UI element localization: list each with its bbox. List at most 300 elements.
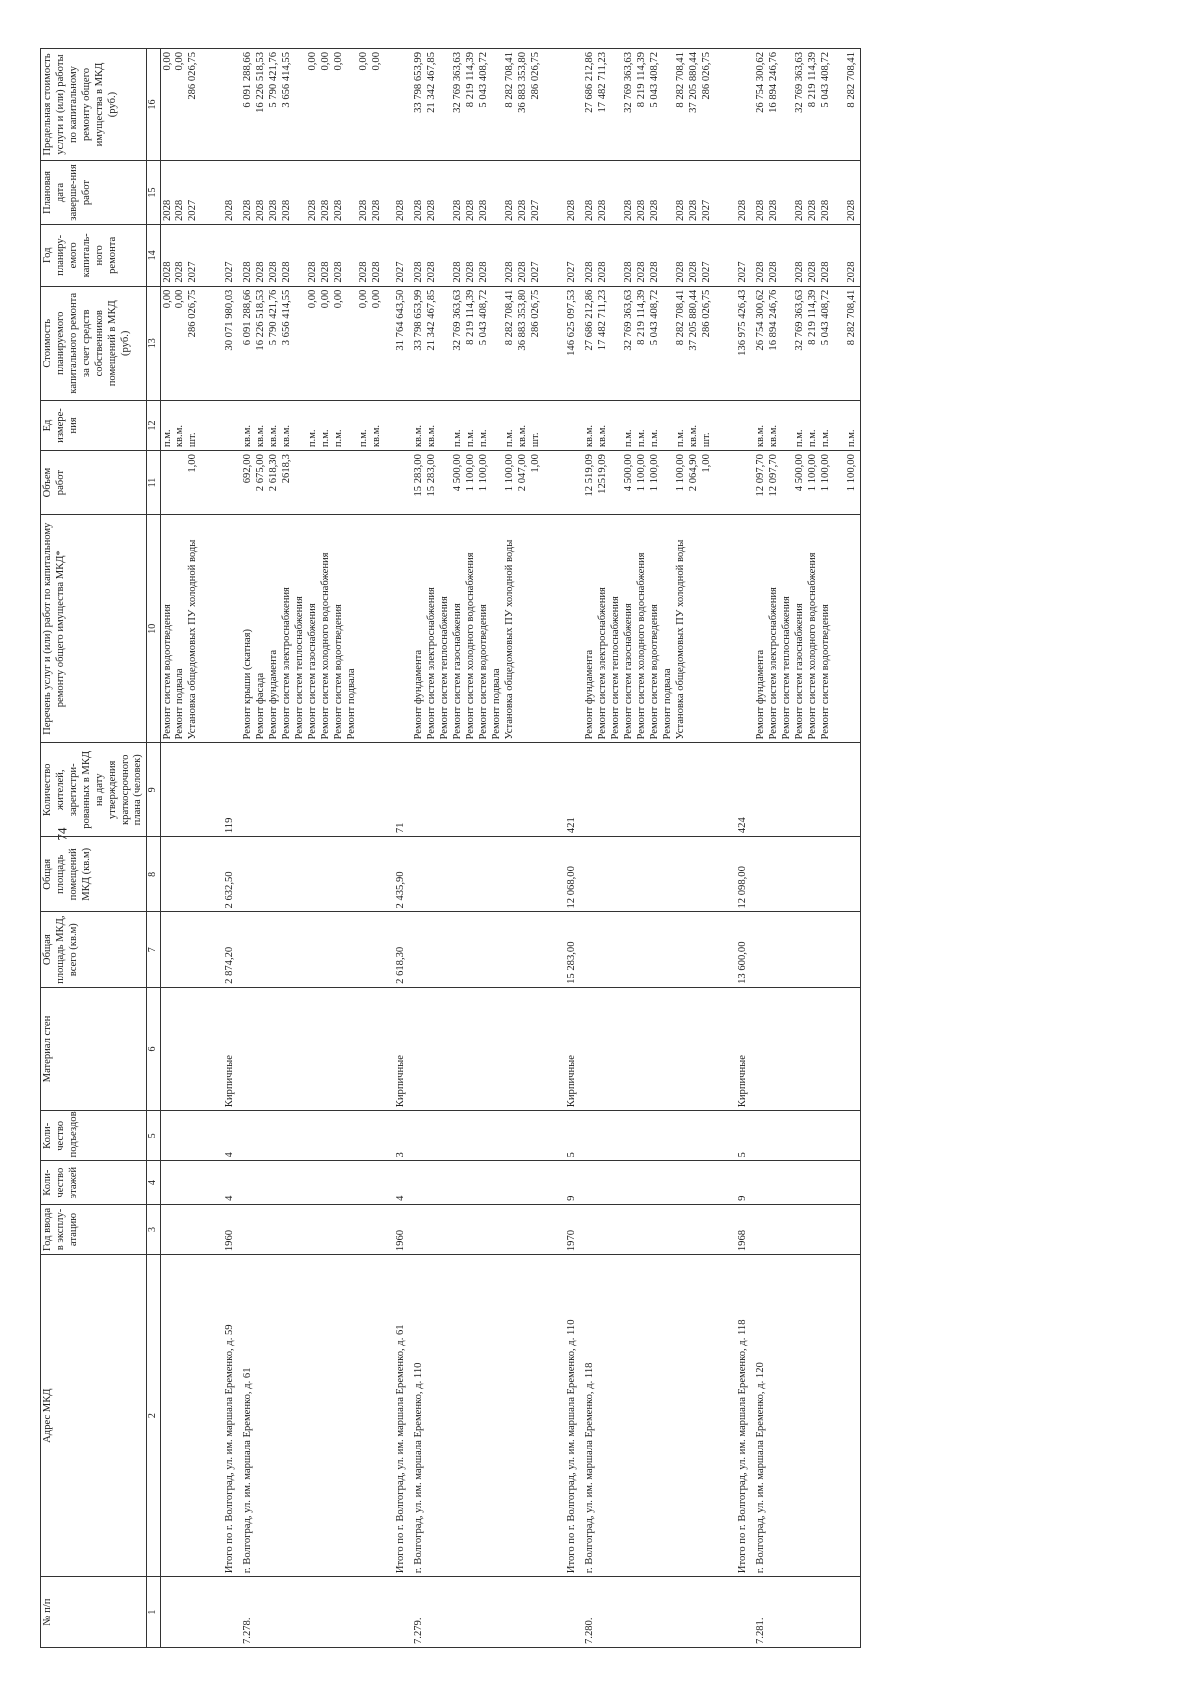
work-volume: 4 500,00 <box>623 454 635 492</box>
work-limit: 36 883 353,80 <box>516 52 528 113</box>
column-header: Год планиру-емого капиталь-ного ремонта <box>41 224 147 286</box>
line-spacer <box>200 228 213 283</box>
work-limit: 8 282 708,41 <box>674 52 686 108</box>
total-row <box>214 49 241 1648</box>
work-cost: 32 769 363,63 <box>452 289 463 351</box>
work-unit: п.м. <box>648 429 660 448</box>
column-header: № п/п <box>41 1577 147 1648</box>
work-cost: 36 883 353,80 <box>516 289 528 351</box>
work-year: 2028 <box>635 261 647 283</box>
work-name: Ремонт систем электроснабжения <box>280 587 292 740</box>
house-address: г. Волгоград, ул. им. маршала Еременко, д. 118 <box>584 1362 596 1574</box>
work-year: 2028 <box>477 261 489 283</box>
plan-year: 2027 <box>566 261 578 283</box>
column-header: Коли-чество этажей <box>41 1161 147 1204</box>
entrance-count: 3 <box>395 1152 407 1158</box>
work-unit: п.м. <box>807 429 819 448</box>
work-date: 2028 <box>794 199 806 221</box>
work-unit: кв.м. <box>371 424 383 448</box>
entrance-count: 5 <box>566 1152 578 1158</box>
area-total: 2 618,30 <box>395 946 407 984</box>
line-spacer <box>781 52 794 157</box>
house-row <box>754 49 860 1648</box>
column-header: Коли-чество подъездов <box>41 1111 147 1161</box>
line-spacer <box>714 228 727 283</box>
column-header: Ед измере-ния <box>41 400 147 450</box>
work-cost: 5 043 408,72 <box>819 289 831 346</box>
line-spacer <box>200 404 213 447</box>
line-spacer <box>200 290 213 397</box>
column-header: Количество жителей, зарегистри-рованных в МКД на дату утверждения краткосрочного плана (человек) <box>41 743 147 837</box>
work-name: Установка общедомовых ПУ холодной воды <box>187 539 199 740</box>
work-name: Ремонт подвала <box>490 668 502 740</box>
work-volume <box>358 454 371 511</box>
work-limit: 8 282 708,41 <box>845 52 857 108</box>
total-address: Итого по г. Волгоград, ул. им. маршала Еременко, д. 59 <box>224 1324 236 1574</box>
commission-year: 1960 <box>395 1229 407 1252</box>
line-spacer <box>610 290 623 397</box>
work-date: 2028 <box>306 199 318 221</box>
work-volume <box>333 454 346 511</box>
line-spacer <box>439 290 452 397</box>
plan-year: 2027 <box>737 261 749 283</box>
work-cost: 26 754 300,62 <box>755 289 767 351</box>
work-date: 2028 <box>464 199 476 221</box>
work-name: Ремонт систем электроснабжения <box>426 587 438 740</box>
work-limit: 8 219 114,39 <box>464 52 476 108</box>
row-number: 7.278. <box>242 1617 254 1644</box>
total-row <box>727 49 754 1648</box>
work-limit: 27 686 212,86 <box>584 52 596 113</box>
work-cost: 16 226 518,53 <box>255 289 267 351</box>
line-spacer <box>200 52 213 157</box>
work-unit: шт. <box>700 432 712 448</box>
line-spacer <box>491 228 504 283</box>
line-spacer <box>662 52 675 157</box>
line-spacer <box>542 290 555 397</box>
work-volume: 4 500,00 <box>794 454 806 492</box>
work-volume: 1,00 <box>187 454 199 473</box>
line-spacer <box>346 164 359 221</box>
work-cost: 0,00 <box>358 289 370 309</box>
line-spacer <box>662 164 675 221</box>
work-unit: п.м. <box>452 429 463 448</box>
total-cost: 30 071 980,03 <box>224 289 236 351</box>
work-year: 2028 <box>648 261 660 283</box>
work-unit: кв.м. <box>426 424 438 448</box>
work-year: 2028 <box>242 261 254 283</box>
work-date: 2028 <box>635 199 647 221</box>
work-limit: 0,00 <box>174 52 186 71</box>
work-limit: 286 026,75 <box>529 52 541 100</box>
work-name: Ремонт фундамента <box>268 649 280 740</box>
work-year: 2028 <box>819 261 831 283</box>
column-header: Предельная стоимость услуги и (или) работы по капитальному ремонту общего имущества в МКД (руб.) <box>41 49 147 161</box>
work-limit: 17 482 711,23 <box>597 52 609 113</box>
line-spacer <box>439 52 452 157</box>
work-year: 2028 <box>280 261 292 283</box>
work-name: Ремонт систем газоснабжения <box>452 603 463 740</box>
work-unit: п.м. <box>332 429 344 448</box>
work-year: 2028 <box>687 261 699 283</box>
work-year: 2028 <box>268 261 280 283</box>
work-volume: 2618,3 <box>280 454 292 484</box>
work-year: 2028 <box>426 261 438 283</box>
work-limit: 26 754 300,62 <box>755 52 767 113</box>
work-unit: п.м. <box>319 429 331 448</box>
work-unit: п.м. <box>794 429 806 448</box>
column-header: Общая площадь МКД, всего (кв.м) <box>41 912 147 987</box>
floor-count: 4 <box>395 1195 407 1201</box>
work-date: 2027 <box>187 199 199 221</box>
work-limit: 0,00 <box>371 52 383 71</box>
rotated-sheet <box>40 48 1155 1648</box>
work-volume: 1 100,00 <box>819 454 831 492</box>
line-spacer <box>346 404 359 447</box>
work-volume: 15 283,00 <box>426 454 438 497</box>
work-year: 2028 <box>584 261 596 283</box>
total-cost: 31 764 643,50 <box>395 289 407 351</box>
residents-count: 424 <box>737 817 749 834</box>
work-limit: 33 798 653,99 <box>413 52 425 113</box>
line-spacer <box>294 52 307 157</box>
work-name: Ремонт систем водоотведения <box>161 604 173 740</box>
commission-year: 1970 <box>566 1229 578 1252</box>
wall-material: Кирпичные <box>224 1055 236 1108</box>
work-cost: 16 894 246,76 <box>768 289 780 351</box>
work-date: 2028 <box>755 199 767 221</box>
work-cost: 3 656 414,55 <box>280 289 292 346</box>
area-rooms: 12 068,00 <box>566 866 578 909</box>
total-address: Итого по г. Волгоград, ул. им. маршала Еременко, д. 118 <box>737 1319 749 1574</box>
line-spacer <box>662 404 675 447</box>
work-limit: 0,00 <box>161 52 173 71</box>
line-spacer <box>610 228 623 283</box>
work-cost: 0,00 <box>371 289 383 309</box>
line-spacer <box>833 404 846 447</box>
line-spacer <box>833 454 846 511</box>
line-spacer <box>833 290 846 397</box>
work-unit: п.м. <box>477 429 489 448</box>
work-date: 2028 <box>371 199 383 221</box>
line-spacer <box>610 454 623 511</box>
work-date: 2028 <box>597 199 609 221</box>
work-unit: шт. <box>529 432 541 448</box>
residents-count: 71 <box>395 822 407 834</box>
table-body <box>160 49 860 1648</box>
row-number: 7.280. <box>584 1617 596 1644</box>
floor-count: 4 <box>224 1195 236 1201</box>
column-number: 13 <box>147 286 160 400</box>
work-unit: кв.м. <box>413 424 425 448</box>
work-date: 2028 <box>516 199 528 221</box>
work-date: 2028 <box>503 199 515 221</box>
work-limit: 5 043 408,72 <box>648 52 660 108</box>
house-row <box>241 49 385 1648</box>
work-date: 2028 <box>584 199 596 221</box>
work-volume: 15 283,00 <box>413 454 425 497</box>
area-total: 2 874,20 <box>224 946 236 984</box>
work-unit: кв.м. <box>755 424 767 448</box>
column-number: 2 <box>147 1255 160 1577</box>
line-spacer <box>781 404 794 447</box>
work-unit: кв.м. <box>597 424 609 448</box>
work-limit: 0,00 <box>332 52 344 71</box>
work-date: 2028 <box>161 199 173 221</box>
line-spacer <box>714 454 727 511</box>
work-cost: 5 043 408,72 <box>648 289 660 346</box>
work-name: Ремонт систем теплоснабжения <box>439 596 451 740</box>
work-unit: кв.м. <box>174 424 186 448</box>
column-header: Стоимость планируемого капитального ремонта за счет средств собственников помещений в МКД (руб.) <box>41 286 147 400</box>
column-number: 12 <box>147 400 160 450</box>
column-header: Перечень услуг и (или) работ по капитальному ремонту общего имущества МКД* <box>41 515 147 743</box>
plan-year: 2027 <box>224 261 236 283</box>
work-year: 2028 <box>255 261 267 283</box>
residents-count: 119 <box>224 817 236 834</box>
work-date: 2028 <box>268 199 280 221</box>
line-spacer <box>542 164 555 221</box>
work-date: 2028 <box>452 199 463 221</box>
line-spacer <box>439 454 452 511</box>
commission-year: 1960 <box>224 1229 236 1252</box>
work-cost: 5 043 408,72 <box>477 289 489 346</box>
work-limit: 5 790 421,76 <box>268 52 280 108</box>
line-spacer <box>833 52 846 157</box>
work-unit: п.м. <box>819 429 831 448</box>
work-limit: 286 026,75 <box>187 52 199 100</box>
total-row <box>385 49 412 1648</box>
work-date: 2027 <box>529 199 541 221</box>
work-date: 2027 <box>700 199 712 221</box>
line-spacer <box>833 228 846 283</box>
page-number: 74 <box>54 827 70 841</box>
area-total: 15 283,00 <box>566 941 578 984</box>
work-name: Ремонт подвала <box>345 668 357 740</box>
work-unit: п.м. <box>623 429 635 448</box>
works-row <box>160 49 214 1648</box>
line-spacer <box>662 228 675 283</box>
work-limit: 6 091 288,66 <box>242 52 254 108</box>
work-cost: 0,00 <box>161 289 173 309</box>
line-spacer <box>491 164 504 221</box>
work-date: 2028 <box>242 199 254 221</box>
row-number: 7.281. <box>755 1617 767 1644</box>
work-date: 2028 <box>332 199 344 221</box>
work-name: Ремонт систем газоснабжения <box>306 603 318 740</box>
line-spacer <box>714 52 727 157</box>
work-year: 2028 <box>623 261 635 283</box>
work-name: Установка общедомовых ПУ холодной воды <box>503 539 515 740</box>
work-volume: 1 100,00 <box>477 454 489 492</box>
work-cost: 8 282 708,41 <box>674 289 686 346</box>
line-spacer <box>781 290 794 397</box>
work-name: Ремонт фундамента <box>413 649 425 740</box>
work-date: 2028 <box>623 199 635 221</box>
column-number: 14 <box>147 224 160 286</box>
work-date: 2028 <box>845 199 857 221</box>
total-cost: 136 975 426,43 <box>737 289 749 356</box>
work-unit: п.м. <box>306 429 318 448</box>
line-spacer <box>833 164 846 221</box>
total-address: Итого по г. Волгоград, ул. им. маршала Еременко, д. 61 <box>395 1324 407 1574</box>
work-limit: 16 894 246,76 <box>768 52 780 113</box>
work-cost: 32 769 363,63 <box>623 289 635 351</box>
work-year: 2028 <box>161 261 173 283</box>
work-limit: 5 043 408,72 <box>477 52 489 108</box>
floor-count: 9 <box>566 1195 578 1201</box>
work-volume: 1 100,00 <box>674 454 686 492</box>
work-name: Ремонт систем теплоснабжения <box>781 596 793 740</box>
work-name: Ремонт фасада <box>255 672 267 740</box>
work-unit: п.м. <box>845 429 857 448</box>
work-volume: 1 100,00 <box>807 454 819 492</box>
work-name: Ремонт систем водоотведения <box>648 604 660 740</box>
work-volume: 4 500,00 <box>452 454 463 492</box>
work-year: 2028 <box>768 261 780 283</box>
work-unit: кв.м. <box>768 424 780 448</box>
work-volume: 1 100,00 <box>648 454 660 492</box>
column-number: 10 <box>147 515 160 743</box>
work-unit: кв.м. <box>255 424 267 448</box>
house-row <box>583 49 727 1648</box>
work-limit: 8 219 114,39 <box>635 52 647 108</box>
line-spacer <box>346 228 359 283</box>
work-unit: п.м. <box>635 429 647 448</box>
line-spacer <box>491 404 504 447</box>
work-year: 2028 <box>464 261 476 283</box>
commission-year: 1968 <box>737 1229 749 1252</box>
work-volume: 2 047,00 <box>516 454 528 492</box>
column-header: Плановая дата заверше-ния работ <box>41 161 147 225</box>
work-year: 2028 <box>371 261 383 283</box>
work-name: Ремонт систем холодного водоснабжения <box>319 552 331 740</box>
work-cost: 37 205 880,44 <box>687 289 699 351</box>
line-spacer <box>200 454 213 511</box>
work-volume: 1 100,00 <box>503 454 515 492</box>
work-date: 2028 <box>674 199 686 221</box>
work-cost: 0,00 <box>332 289 344 309</box>
work-name: Ремонт подвала <box>174 668 186 740</box>
work-volume: 2 675,00 <box>255 454 267 492</box>
work-cost: 6 091 288,66 <box>242 289 254 346</box>
column-number: 11 <box>147 451 160 515</box>
work-limit: 286 026,75 <box>700 52 712 100</box>
plan-date: 2028 <box>737 199 749 221</box>
work-limit: 32 769 363,63 <box>794 52 806 113</box>
work-name: Ремонт систем холодного водоснабжения <box>807 552 819 740</box>
work-limit: 0,00 <box>319 52 331 71</box>
line-spacer <box>781 454 794 511</box>
line-spacer <box>781 228 794 283</box>
line-spacer <box>346 454 359 511</box>
column-number: 16 <box>147 49 160 161</box>
work-cost: 8 282 708,41 <box>503 289 515 346</box>
work-limit: 0,00 <box>306 52 318 71</box>
line-spacer <box>542 454 555 511</box>
work-date: 2028 <box>768 199 780 221</box>
line-spacer <box>714 290 727 397</box>
work-year: 2028 <box>516 261 528 283</box>
work-name: Ремонт систем теплоснабжения <box>610 596 622 740</box>
column-header: Год ввода в эксплу-атацию <box>41 1204 147 1254</box>
work-volume: 2 618,30 <box>268 454 280 492</box>
line-spacer <box>662 290 675 397</box>
line-spacer <box>610 164 623 221</box>
work-limit: 37 205 880,44 <box>687 52 699 113</box>
work-name: Ремонт систем электроснабжения <box>597 587 609 740</box>
work-volume: 2 064,90 <box>687 454 699 492</box>
work-year: 2027 <box>700 261 712 283</box>
area-rooms: 12 098,00 <box>737 866 749 909</box>
work-limit: 5 043 408,72 <box>819 52 831 108</box>
work-volume <box>320 454 333 511</box>
house-address: г. Волгоград, ул. им. маршала Еременко, д. 120 <box>755 1362 767 1574</box>
work-volume: 12 519,09 <box>584 454 596 497</box>
work-date: 2028 <box>426 199 438 221</box>
column-header: Общая площадь помещений МКД (кв.м) <box>41 837 147 912</box>
line-spacer <box>294 164 307 221</box>
work-unit: п.м. <box>674 429 686 448</box>
row-number: 7.279. <box>413 1617 425 1644</box>
line-spacer <box>439 404 452 447</box>
work-cost: 0,00 <box>319 289 331 309</box>
work-year: 2028 <box>174 261 186 283</box>
work-cost: 0,00 <box>174 289 186 309</box>
house-address: г. Волгоград, ул. им. маршала Еременко, д. 61 <box>242 1367 254 1574</box>
work-cost: 33 798 653,99 <box>413 289 425 351</box>
work-name: Ремонт крыши (скатная) <box>242 629 254 740</box>
residents-count: 421 <box>566 817 578 834</box>
total-cost: 146 625 097,53 <box>566 289 578 356</box>
work-limit: 21 342 467,85 <box>426 52 438 113</box>
line-spacer <box>294 454 307 511</box>
work-limit: 16 226 518,53 <box>255 52 267 113</box>
work-unit: кв.м. <box>516 424 528 448</box>
work-cost: 27 686 212,86 <box>584 289 596 351</box>
plan-date: 2028 <box>395 199 407 221</box>
work-cost: 286 026,75 <box>187 289 199 338</box>
column-number: 9 <box>147 743 160 837</box>
column-header: Адрес МКД <box>41 1255 147 1577</box>
line-spacer <box>542 228 555 283</box>
work-unit: кв.м. <box>280 424 292 448</box>
line-spacer <box>439 228 452 283</box>
wall-material: Кирпичные <box>395 1055 407 1108</box>
column-number: 6 <box>147 987 160 1110</box>
line-spacer <box>610 52 623 157</box>
work-name: Ремонт фундамента <box>584 649 596 740</box>
wall-material: Кирпичные <box>737 1055 749 1108</box>
work-unit: п.м. <box>503 429 515 448</box>
line-spacer <box>346 52 359 157</box>
work-year: 2028 <box>358 261 370 283</box>
work-cost: 5 790 421,76 <box>268 289 280 346</box>
work-date: 2028 <box>648 199 660 221</box>
work-date: 2028 <box>807 199 819 221</box>
column-header: Материал стен <box>41 987 147 1110</box>
work-limit: 8 282 708,41 <box>503 52 515 108</box>
total-row <box>556 49 583 1648</box>
plan-year: 2027 <box>395 261 407 283</box>
work-cost: 8 219 114,39 <box>807 289 819 345</box>
line-spacer <box>294 228 307 283</box>
line-spacer <box>200 164 213 221</box>
line-spacer <box>714 404 727 447</box>
header-row <box>41 49 147 1648</box>
work-year: 2028 <box>794 261 806 283</box>
column-number: 1 <box>147 1577 160 1648</box>
